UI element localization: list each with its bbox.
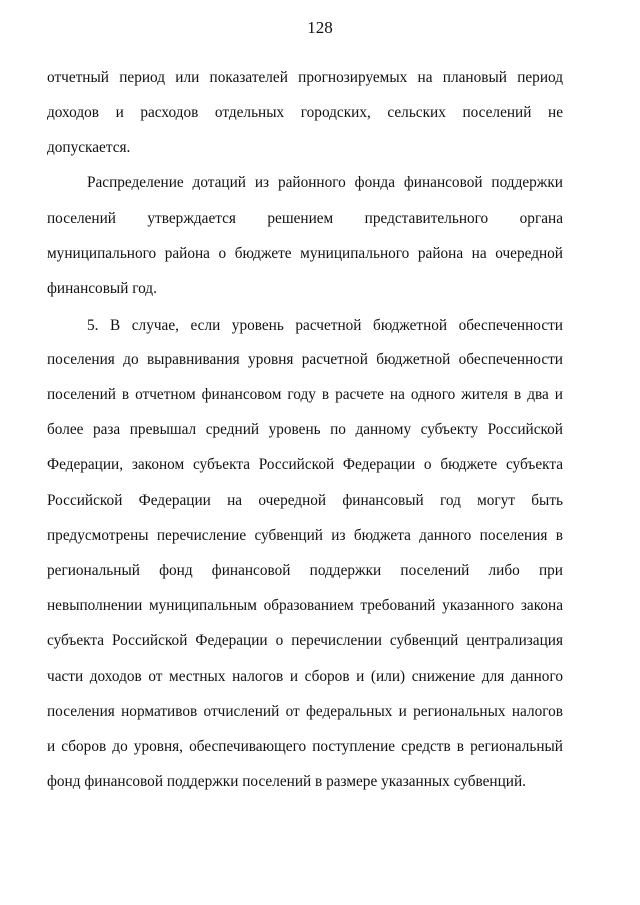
text-line: доходов и расходов отдельных городских, сельских поселений не xyxy=(47,104,563,121)
page-number: 128 xyxy=(307,18,333,37)
text-line: предусмотрены перечисление субвенций из бюджета данного поселения в xyxy=(47,527,563,544)
text-line: допускается. xyxy=(47,139,131,156)
text-line: региональный фонд финансовой поддержки поселений либо при xyxy=(47,562,563,579)
text-line: и сборов до уровня, обеспечивающего поступление средств в региональный xyxy=(47,738,563,755)
text-line: 5. В случае, если уровень расчетной бюджетной обеспеченности xyxy=(87,317,563,334)
text-line: муниципального района о бюджете муниципального района на очередной xyxy=(47,245,563,262)
text-line: части доходов от местных налогов и сборов и (или) снижение для данного xyxy=(47,668,563,685)
text-line: Федерации, законом субъекта Российской Федерации о бюджете субъекта xyxy=(47,456,563,473)
text-line: поселения нормативов отчислений от федеральных и региональных налогов xyxy=(47,703,563,720)
text-line: отчетный период или показателей прогнозируемых на плановый период xyxy=(47,69,563,86)
text-line: фонд финансовой поддержки поселений в размере указанных субвенций. xyxy=(47,773,526,790)
text-line: финансовый год. xyxy=(47,280,157,297)
text-line: невыполнении муниципальным образованием требований указанного закона xyxy=(47,597,563,614)
text-line: субъекта Российской Федерации о перечислении субвенций централизация xyxy=(47,632,563,649)
text-line: поселений в отчетном финансовом году в расчете на одного жителя в два и xyxy=(47,386,563,403)
text-line: Распределение дотаций из районного фонда финансовой поддержки xyxy=(87,174,563,191)
text-line: поселений утверждается решением представительного органа xyxy=(47,210,563,227)
text-line: более раза превышал средний уровень по данному субъекту Российской xyxy=(47,421,563,438)
text-line: поселения до выравнивания уровня расчетной бюджетной обеспеченности xyxy=(47,351,563,368)
text-line: Российской Федерации на очередной финансовый год могут быть xyxy=(47,492,563,509)
